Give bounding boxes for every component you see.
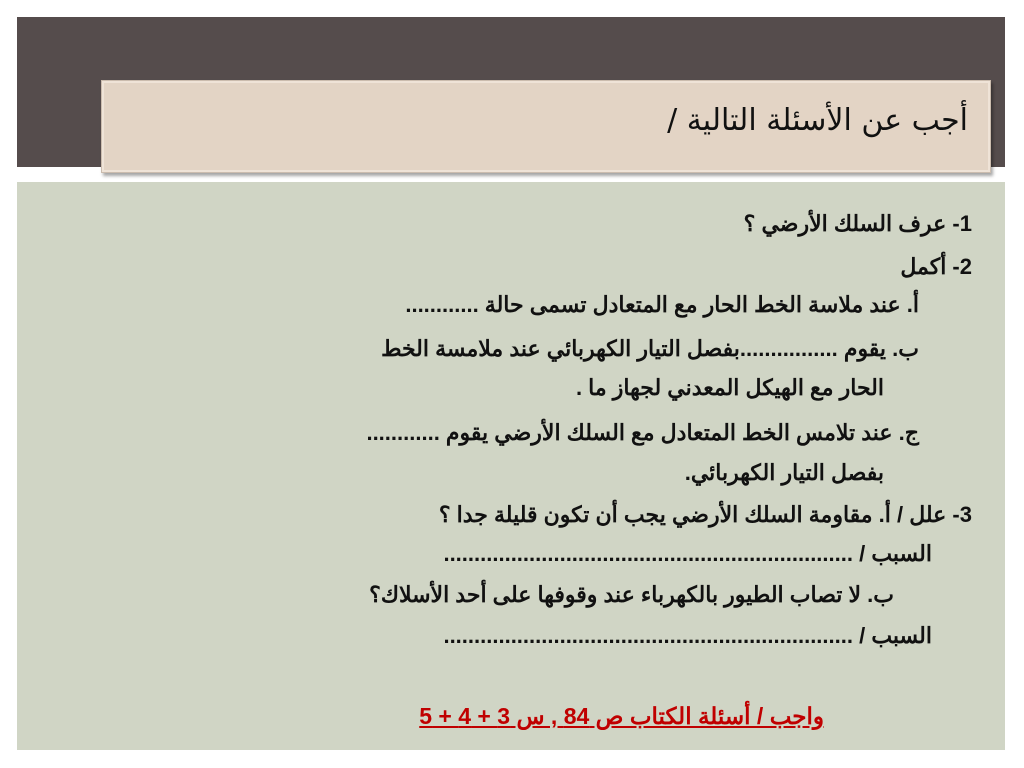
question-3-item-a: 3- علل / أ. مقاومة السلك الأرضي يجب أن تكون قليلة جدا ؟ bbox=[438, 502, 972, 527]
question-2-item-b: ب. يقوم ................بفصل التيار الكهربائي عند ملامسة الخط bbox=[381, 336, 919, 361]
question-2-heading: 2- أكمل bbox=[900, 254, 972, 279]
question-1: 1- عرف السلك الأرضي ؟ bbox=[743, 211, 972, 236]
question-2-item-c: ج. عند تلامس الخط المتعادل مع السلك الأرضي يقوم ............ bbox=[366, 420, 919, 445]
question-2-item-c-cont: بفصل التيار الكهربائي. bbox=[684, 460, 884, 485]
question-2-item-a: أ. عند ملاسة الخط الحار مع المتعادل تسمى حالة ............ bbox=[405, 292, 919, 317]
title-box bbox=[101, 80, 991, 173]
homework-note: واجب / أسئلة الكتاب ص 84 , س 3 + 4 + 5 bbox=[419, 703, 824, 729]
reason-line-b: السبب / ................................................................... bbox=[443, 623, 932, 648]
question-2-item-b-cont: الحار مع الهيكل المعدني لجهاز ما . bbox=[575, 375, 884, 400]
question-3-item-b: ب. لا تصاب الطيور بالكهرباء عند وقوفها على أحد الأسلاك؟ bbox=[369, 582, 894, 607]
reason-line-a: السبب / ................................................................... bbox=[443, 541, 932, 566]
slide-title: أجب عن الأسئلة التالية / bbox=[667, 103, 968, 138]
